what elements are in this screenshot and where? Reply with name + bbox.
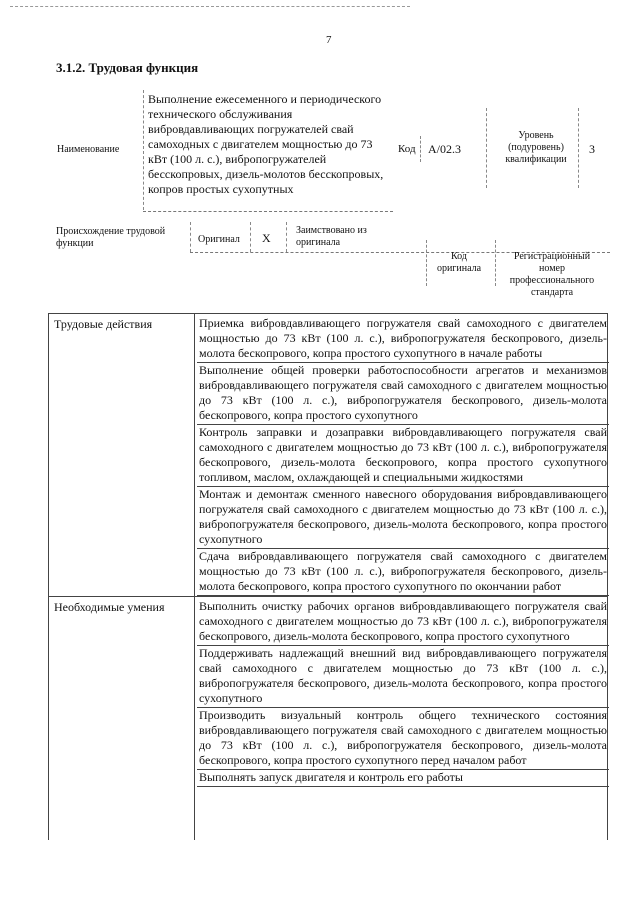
code-divider <box>420 136 421 162</box>
work-function-table <box>48 313 608 787</box>
name-label: Наименование <box>57 144 120 155</box>
level-divider <box>486 108 487 188</box>
name-box-left-border <box>143 90 144 210</box>
original-mark: X <box>262 231 271 245</box>
labor-actions-section <box>48 313 608 596</box>
list-item: Выполнить очистку рабочих органов вибровдавливающего погружателя свай самоходного с двигателем мощностью до 73 кВт (100 л. с.), вибропогружателя бескопрового, дизель-молота бескопрового, копра простого сухопутного <box>197 599 609 646</box>
code-original-label: Код оригинала <box>436 251 482 274</box>
required-skills-label: Необходимые умения <box>54 600 165 614</box>
list-item: Производить визуальный контроль общего технического состояния вибровдавливающего погружателя свай самоходного с двигателем мощностью до 73 кВт (100 л. с.), вибропогружателя бескопрового, дизель-молота бескопрового, копра простого сухопутного перед началом работ <box>197 708 609 770</box>
reg-number-divider <box>495 240 496 286</box>
section-title: 3.1.2. Трудовая функция <box>56 60 199 75</box>
list-item: Выполнение общей проверки работоспособности агрегатов и механизмов вибровдавливающего погружателя свай самоходного с двигателем мощностью до 73 кВт (100 л. с.), вибропогружателя бескопрового, дизель-молота бескопрового, копра простого сухопутного <box>197 363 609 425</box>
code-original-divider <box>426 240 427 286</box>
name-box-bottom-border <box>143 211 393 212</box>
reg-number-label: Регистрационный номер профессионального стандарта <box>509 251 595 298</box>
list-item: Монтаж и демонтаж сменного навесного оборудования вибровдавливающего погружателя свай самоходного с двигателем мощностью до 73 кВт (100 л. с.), вибропогружателя бескопрового, дизель-молота бескопрового, копра простого сухопутного <box>197 487 609 549</box>
list-item: Выполнять запуск двигателя и контроль его работы <box>197 770 609 787</box>
labor-actions-label: Трудовые действия <box>54 317 153 331</box>
borrowed-label: Заимствовано из оригинала <box>296 225 367 248</box>
top-dashed-line <box>10 6 410 7</box>
code-value: А/02.3 <box>428 142 461 156</box>
list-item: Сдача вибровдавливающего погружателя свай самоходного с двигателем мощностью до 73 кВт (100 л. с.), вибропогружателя бескопрового, дизель-молота бескопрового, копра простого сухопутного по окончании работ <box>197 549 609 596</box>
level-value-divider <box>578 108 579 188</box>
list-item: Приемка вибровдавливающего погружателя свай самоходного с двигателем мощностью до 73 кВт (100 л. с.), вибропогружателя бескопрового, дизель-молота бескопрового, копра простого сухопутного в начале работы <box>197 316 609 363</box>
level-value: 3 <box>589 142 595 156</box>
original-label: Оригинал <box>198 234 240 245</box>
page-number: 7 <box>326 34 332 46</box>
origin-divider-2 <box>250 222 251 252</box>
code-label: Код <box>398 143 416 155</box>
list-item: Поддерживать надлежащий внешний вид вибровдавливающего погружателя свай самоходного с двигателем мощностью до 73 кВт (100 л. с.), вибропогружателя бескопрового, дизель-молота бескопрового, копра простого сухопутного <box>197 646 609 708</box>
name-value: Выполнение ежесеменного и периодического технического обслуживания вибровдавливающих погружателей свай самоходных с двигателем мощностью до 73 кВт (100 л. с.), вибропогружателей бесскопровых, дизель-молотов бесскопровых, копров простых сухопутных <box>148 92 384 196</box>
origin-label: Происхождение трудовой функции <box>56 226 166 249</box>
required-skills-section <box>48 597 608 787</box>
level-label: Уровень (подуровень) квалификации <box>505 130 567 165</box>
origin-divider-3 <box>286 222 287 252</box>
origin-divider-1 <box>190 222 191 252</box>
list-item: Контроль заправки и дозаправки вибровдавливающего погружателя свай самоходного с двигателем мощностью до 73 кВт (100 л. с.), вибропогружателя бескопрового, дизель-молота бескопрового, копра простого сухопутного топливом, маслом, охлаждающей и специальными жидкостями <box>197 425 609 487</box>
